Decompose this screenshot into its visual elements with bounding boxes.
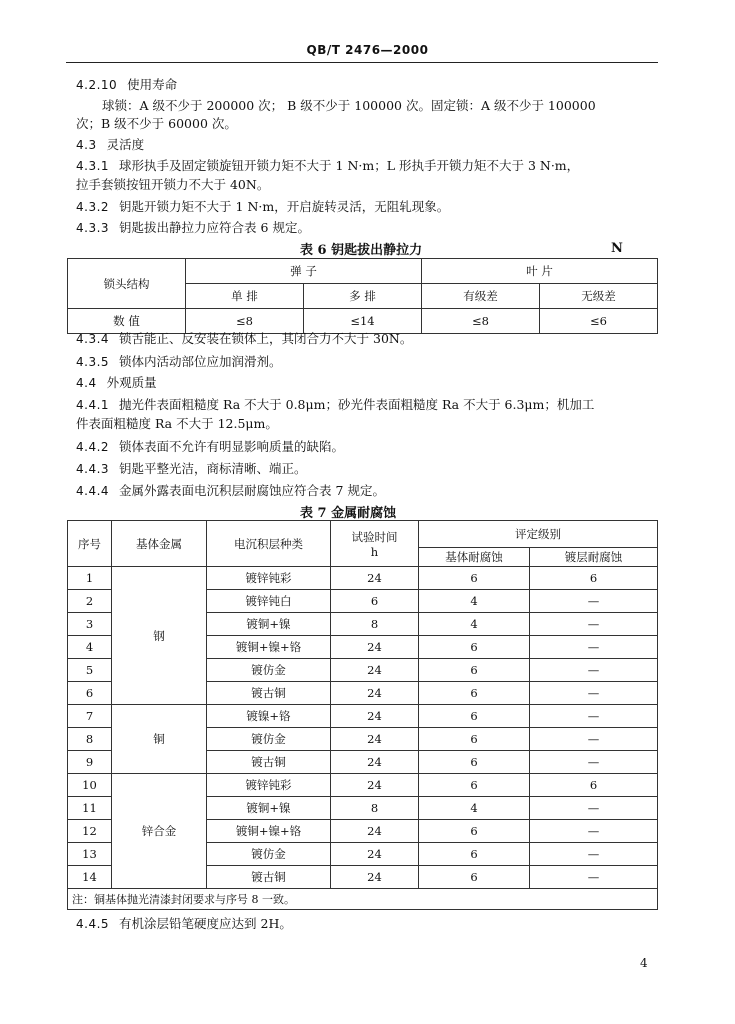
- table-cell: —: [530, 728, 658, 751]
- clause-4-3-1: [76, 158, 579, 174]
- table-cell: 6: [419, 659, 530, 682]
- clause-4-3-3: [76, 220, 310, 236]
- table-cell: 镀古铜: [207, 866, 331, 889]
- table-7-caption: 表 7 金属耐腐蚀: [300, 506, 397, 521]
- table-cell: 6: [419, 705, 530, 728]
- clause-text: 使用寿命: [127, 77, 178, 92]
- table-cell: ≤6: [540, 309, 658, 334]
- header-rule: [66, 62, 658, 63]
- table-cell: 6: [530, 567, 658, 590]
- base-metal-steel: 钢: [112, 567, 207, 705]
- table-cell: 镀仿金: [207, 843, 331, 866]
- table-cell: 2: [68, 590, 112, 613]
- table-cell: 12: [68, 820, 112, 843]
- clause-text: 抛光件表面粗糙度 Ra 不大于 0.8μm；砂光件表面粗糙度 Ra 不大于 6.3μm；机加工: [119, 397, 595, 412]
- paragraph-line: 球锁：A 级不少于 200000 次； B 级不少于 100000 次。固定锁：A 级不少于 100000: [102, 98, 596, 113]
- table-cell: 8: [331, 797, 419, 820]
- clause-number: 4.3.1: [76, 159, 110, 173]
- clause-number: 4.3.2: [76, 200, 110, 214]
- table-cell: 6: [419, 751, 530, 774]
- table-cell: 镀锌钝彩: [207, 774, 331, 797]
- table-row: [68, 567, 658, 590]
- clause-number: 4.2.10: [76, 78, 118, 92]
- table-cell: 4: [68, 636, 112, 659]
- clause-4-3: [76, 137, 144, 153]
- table-cell: 镀铜+镍+铬: [207, 636, 331, 659]
- base-metal-copper: 铜: [112, 705, 207, 774]
- clause-4-3-4: [76, 331, 412, 347]
- clause-text: 钥匙拔出静拉力应符合表 6 规定。: [119, 220, 310, 235]
- table-cell: ≤8: [422, 309, 540, 334]
- table-cell: 5: [68, 659, 112, 682]
- table-cell: 镀锌钝彩: [207, 567, 331, 590]
- table-cell: 6: [419, 774, 530, 797]
- header-multi-row: 多 排: [304, 284, 422, 309]
- clause-text: 有机涂层铅笔硬度应达到 2H。: [119, 916, 292, 931]
- clause-number: 4.4.3: [76, 462, 110, 476]
- table-cell: 24: [331, 866, 419, 889]
- table-cell: 24: [331, 705, 419, 728]
- table-cell: 6: [419, 728, 530, 751]
- header-base-metal: 基体金属: [112, 521, 207, 567]
- table-cell: 24: [331, 567, 419, 590]
- table-cell: —: [530, 797, 658, 820]
- header-rating-layer: 镀层耐腐蚀: [530, 548, 658, 567]
- table-cell: 6: [419, 866, 530, 889]
- clause-4-4-2: [76, 439, 344, 455]
- table-cell: —: [530, 820, 658, 843]
- header-lock-structure: 锁头结构: [68, 259, 186, 309]
- table-cell: 6: [68, 682, 112, 705]
- table-cell: 镀铜+镍: [207, 797, 331, 820]
- clause-number: 4.4.5: [76, 917, 110, 931]
- table-cell: 镀古铜: [207, 682, 331, 705]
- header-stepless: 无级差: [540, 284, 658, 309]
- value-label: 数 值: [68, 309, 186, 334]
- table-cell: 10: [68, 774, 112, 797]
- table-7: [67, 520, 658, 910]
- table-cell: 镀仿金: [207, 728, 331, 751]
- table-cell: 13: [68, 843, 112, 866]
- table-cell: —: [530, 751, 658, 774]
- table-cell: 8: [68, 728, 112, 751]
- table-cell: 3: [68, 613, 112, 636]
- page-number: 4: [640, 956, 648, 970]
- table-cell: —: [530, 682, 658, 705]
- clause-4-3-5: [76, 354, 282, 370]
- clause-text: 锁舌能正、反安装在锁体上，其闭合力不大于 30N。: [119, 331, 413, 346]
- table-cell: 镀铜+镍+铬: [207, 820, 331, 843]
- table-cell: —: [530, 843, 658, 866]
- table-cell: ≤8: [186, 309, 304, 334]
- table-cell: 7: [68, 705, 112, 728]
- table-cell: 24: [331, 728, 419, 751]
- header-test-time-unit: h: [370, 544, 379, 559]
- table-cell: 6: [419, 682, 530, 705]
- table-cell: 6: [530, 774, 658, 797]
- table-cell: 24: [331, 682, 419, 705]
- table-cell: 14: [68, 866, 112, 889]
- table-6-caption: 表 6 钥匙拔出静拉力: [300, 243, 423, 258]
- paragraph-line: 拉手套锁按钮开锁力不大于 40N。: [76, 177, 270, 192]
- clause-text: 锁体内活动部位应加润滑剂。: [119, 354, 282, 369]
- table-cell: —: [530, 613, 658, 636]
- table-cell: 8: [331, 613, 419, 636]
- clause-text: 灵活度: [106, 137, 145, 152]
- header-single-row: 单 排: [186, 284, 304, 309]
- table-cell: ≤14: [304, 309, 422, 334]
- table-cell: 镀镍+铬: [207, 705, 331, 728]
- header-wafer: 叶 片: [422, 259, 658, 284]
- table-cell: 4: [419, 590, 530, 613]
- clause-text: 锁体表面不允许有明显影响质量的缺陷。: [119, 439, 345, 454]
- table-cell: 6: [419, 636, 530, 659]
- clause-text: 球形执手及固定锁旋钮开锁力矩不大于 1 N·m；L 形执手开锁力矩不大于 3 N·m，: [119, 158, 580, 173]
- clause-number: 4.3: [76, 138, 97, 152]
- table-cell: 11: [68, 797, 112, 820]
- header-pin-tumbler: 弹 子: [186, 259, 422, 284]
- clause-4-4-3: [76, 461, 307, 477]
- clause-4-4-5: [76, 916, 292, 932]
- clause-4-4-4: [76, 483, 385, 499]
- clause-number: 4.4.2: [76, 440, 110, 454]
- table-cell: 24: [331, 751, 419, 774]
- table-cell: —: [530, 866, 658, 889]
- header-test-time-label: 试验时间: [351, 529, 398, 544]
- clause-number: 4.4: [76, 376, 97, 390]
- table-cell: 24: [331, 843, 419, 866]
- table-cell: 6: [419, 567, 530, 590]
- paragraph-line: 次；B 级不少于 60000 次。: [76, 116, 237, 131]
- table-cell: 6: [331, 590, 419, 613]
- header-rating-base: 基体耐腐蚀: [419, 548, 530, 567]
- clause-text: 金属外露表面电沉积层耐腐蚀应符合表 7 规定。: [119, 483, 385, 498]
- base-metal-zinc-alloy: 锌合金: [112, 774, 207, 889]
- table-7-note: 注：铜基体抛光清漆封闭要求与序号 8 一致。: [68, 889, 658, 910]
- table-cell: 6: [419, 820, 530, 843]
- document-code-header: QB/T 2476—2000: [306, 43, 429, 57]
- table-cell: —: [530, 590, 658, 613]
- header-layer-type: 电沉积层种类: [207, 521, 331, 567]
- clause-text: 钥匙开锁力矩不大于 1 N·m，开启旋转灵活，无阻轧现象。: [119, 199, 450, 214]
- table-cell: 24: [331, 820, 419, 843]
- table-6: [67, 258, 658, 334]
- table-cell: —: [530, 705, 658, 728]
- table-cell: 24: [331, 636, 419, 659]
- table-cell: 6: [419, 843, 530, 866]
- clause-text: 钥匙平整光洁，商标清晰、端正。: [119, 461, 307, 476]
- table-cell: 24: [331, 774, 419, 797]
- table-cell: 9: [68, 751, 112, 774]
- table-cell: 4: [419, 797, 530, 820]
- table-cell: 镀古铜: [207, 751, 331, 774]
- clause-number: 4.3.5: [76, 355, 110, 369]
- table-cell: 镀铜+镍: [207, 613, 331, 636]
- table-row: [68, 705, 658, 728]
- table-cell: —: [530, 636, 658, 659]
- table-cell: —: [530, 659, 658, 682]
- clause-4-4: [76, 375, 157, 391]
- table-6-unit: N: [611, 241, 623, 256]
- clause-number: 4.4.4: [76, 484, 110, 498]
- clause-number: 4.3.3: [76, 221, 110, 235]
- table-cell: 镀仿金: [207, 659, 331, 682]
- table-cell: 4: [419, 613, 530, 636]
- header-seq: 序号: [68, 521, 112, 567]
- clause-4-2-10: [76, 77, 177, 93]
- table-cell: 镀锌钝白: [207, 590, 331, 613]
- header-test-time: [331, 521, 419, 567]
- clause-4-4-1: [76, 397, 594, 413]
- paragraph-line: 件表面粗糙度 Ra 不大于 12.5μm。: [76, 416, 278, 431]
- clause-4-3-2: [76, 199, 449, 215]
- table-cell: 1: [68, 567, 112, 590]
- table-cell: 24: [331, 659, 419, 682]
- header-stepped: 有级差: [422, 284, 540, 309]
- table-row: [68, 774, 658, 797]
- clause-number: 4.3.4: [76, 332, 110, 346]
- clause-number: 4.4.1: [76, 398, 110, 412]
- clause-text: 外观质量: [106, 375, 157, 390]
- header-rating: 评定级别: [419, 521, 658, 548]
